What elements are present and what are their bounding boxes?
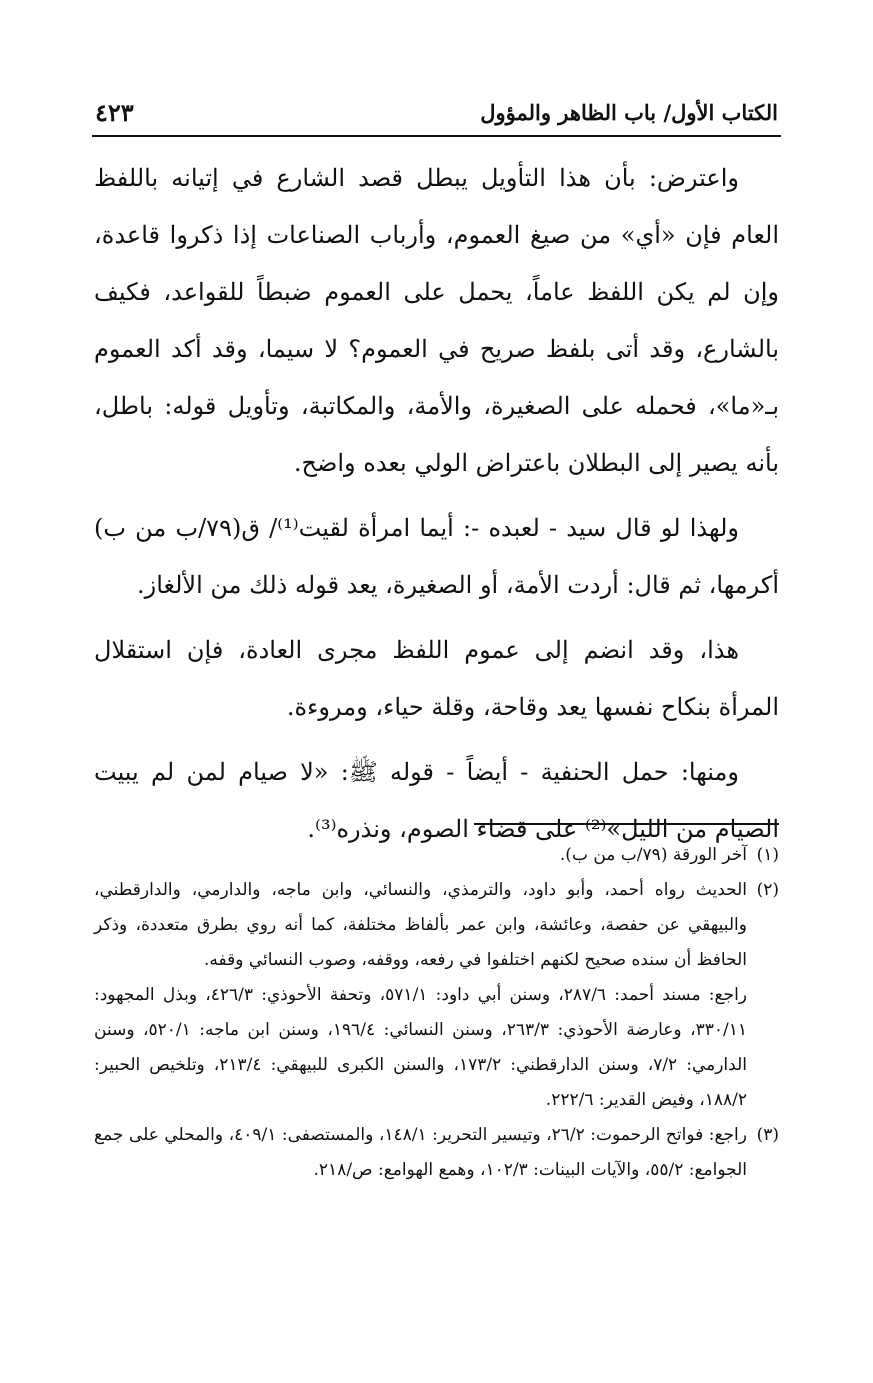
footnote-line: راجع: فواتح الرحموت: ٢٦/٢، وتيسير التحرير: ١٤٨/١، والمستصفى: ٤٠٩/١، والمحلي على جمع الجوامع: ٥٥/٢، والآيات البينات: ١٠٢/٣، وهمع الهوامع: ص/٢١٨. — [94, 1125, 747, 1180]
footnote-2 — [94, 873, 779, 1118]
footnote-text — [94, 873, 747, 1118]
body-paragraph: ولهذا لو قال سيد - لعبده -: أيما امرأة لقيت⁽¹⁾/ ق(٧٩/ب من ب) أكرمها، ثم قال: أردت الأمة، أو الصغيرة، يعد قوله ذلك من الألغاز. — [94, 514, 779, 599]
footnote-number: (٣) — [756, 1125, 779, 1145]
footnote-3 — [94, 1118, 779, 1188]
footnote-line: آخر الورقة (٧٩/ب من ب). — [559, 845, 747, 865]
footnote-line: راجع: مسند أحمد: ٢٨٧/٦، وسنن أبي داود: ٥٧١/١، وتحفة الأحوذي: ٤٢٦/٣، وبذل المجهود: ٣٣٠/١١، وعارضة الأحوذي: ٢٦٣/٣، وسنن النسائي: ١٩٦/٤، وسنن ابن ماجه: ٥٢٠/١، وسنن الدارمي: ٧/٢، وسنن الدارقطني: ١٧٣/٢، والسنن الكبرى للبيهقي: ٢١٣/٤، وتلخيص الحبير: ١٨٨/٢، وفيض القدير: ٢٢٢/٦. — [94, 985, 747, 1110]
footnote-text — [94, 1118, 747, 1188]
main-text — [94, 150, 779, 858]
footnote-line: الحديث رواه أحمد، وأبو داود، والترمذي، والنسائي، وابن ماجه، والدارمي، والدارقطني، والبيهقي عن حفصة، وعائشة، وابن عمر بألفاظ مختلفة، كما أنه روي بطرق متعددة، وذكر الحافظ أن سنده صحيح لكنهم اختلفوا في رفعه، ووقفه، وصوب النسائي وقفه. — [94, 880, 747, 970]
footnotes — [94, 838, 779, 1188]
footnote-1 — [94, 838, 779, 873]
body-paragraph: هذا، وقد انضم إلى عموم اللفظ مجرى العادة، فإن استقلال المرأة بنكاح نفسها يعد وقاحة، وقلة حياء، ومروءة. — [94, 636, 779, 721]
body-paragraph: ومنها: حمل الحنفية - أيضاً - قوله ﷺ: «لا صيام لمن لم يبيت الصيام من الليل»⁽²⁾ على قضاء الصوم، ونذره⁽³⁾. — [94, 758, 779, 843]
running-header — [95, 92, 778, 132]
running-title: الكتاب الأول/ باب الظاهر والمؤول — [480, 99, 778, 125]
footnote-text — [94, 838, 747, 873]
page-number: ٤٢٣ — [95, 97, 134, 127]
body-paragraph: واعترض: بأن هذا التأويل يبطل قصد الشارع في إتيانه باللفظ العام فإن «أي» من صيغ العموم، وأرباب الصناعات إذا ذكروا قاعدة، وإن لم يكن اللفظ عاماً، يحمل على العموم ضبطاً للقواعد، فكيف بالشارع، وقد أتى بلفظ صريح في العموم؟ لا سيما، وقد أكد العموم بـ«ما»، فحمله على الصغيرة، والأمة، والمكاتبة، وتأويل قوله: باطل، بأنه يصير إلى البطلان باعتراض الولي بعده واضح. — [94, 164, 780, 477]
footnote-number: (٢) — [756, 880, 779, 900]
footnote-number: (١) — [756, 845, 779, 865]
header-rule — [92, 135, 781, 137]
footnote-rule — [474, 823, 779, 825]
